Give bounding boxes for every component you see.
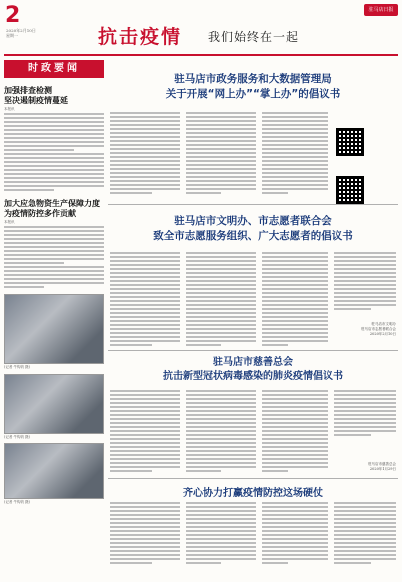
article-4-col-2 xyxy=(186,502,256,566)
article-1-col-2 xyxy=(186,112,256,196)
photo-2 xyxy=(4,374,104,434)
article-2-title-line1: 驻马店市文明办、市志愿者联合会 xyxy=(174,215,332,227)
article-3-title-line1: 驻马店市慈善总会 xyxy=(213,357,293,368)
left-column xyxy=(4,60,104,578)
section-subtitle: 我们始终在一起 xyxy=(208,30,300,44)
article-2-signature-line2: 驻马店市志愿者联合会 xyxy=(361,327,396,331)
article-2-signature-date: 2020年2月10日 xyxy=(369,332,396,336)
article-3-col-2 xyxy=(186,390,256,474)
article-4-title: 齐心协力打赢疫情防控这场硬仗 xyxy=(183,488,323,499)
page-date: 2020年2月10日 xyxy=(6,28,36,33)
left-article-2-title-line2: 为疫情防控多作贡献 xyxy=(4,209,76,218)
article-3-col-1 xyxy=(110,390,180,474)
left-article-2 xyxy=(4,199,104,288)
article-2-col-3 xyxy=(262,252,328,348)
left-article-1-body xyxy=(4,113,104,191)
left-article-1-byline: 本报讯 xyxy=(4,107,15,111)
left-article-1-title-line1: 加强排查检测 xyxy=(4,86,52,95)
article-2-col-1 xyxy=(110,252,180,348)
photo-3 xyxy=(4,443,104,499)
article-2-signature xyxy=(330,322,396,337)
divider-3 xyxy=(108,478,398,479)
article-3-signature-date: 2020年1月29日 xyxy=(369,467,396,471)
left-article-2-body xyxy=(4,226,104,288)
article-4-col-4 xyxy=(334,502,396,566)
article-2-title xyxy=(108,214,398,244)
left-article-2-title-line1: 加大应急物资生产保障力度 xyxy=(4,199,100,208)
page-header xyxy=(0,0,402,56)
article-4-col-3 xyxy=(262,502,328,566)
header-rule xyxy=(4,54,398,56)
article-1-title-line2: 关于开展“网上办”“掌上办”的倡议书 xyxy=(165,88,341,100)
article-3-signature xyxy=(330,462,396,472)
qr-code-1 xyxy=(336,128,364,156)
news-banner: 时政要闻 xyxy=(4,60,104,78)
page-number: 2 xyxy=(5,3,21,28)
article-3-col-3 xyxy=(262,390,328,474)
article-1-col-1 xyxy=(110,112,180,196)
article-2-signature-line1: 驻马店市文明办 xyxy=(371,322,396,326)
article-2-col-4 xyxy=(334,252,396,312)
left-article-1 xyxy=(4,86,104,191)
divider-2 xyxy=(108,350,398,351)
article-3-signature-line1: 驻马店市慈善总会 xyxy=(368,462,396,466)
article-4-col-1 xyxy=(110,502,180,566)
article-2-title-line2: 致全市志愿服务组织、广大志愿者的倡议书 xyxy=(153,230,353,242)
photo-1 xyxy=(4,294,104,364)
photo-3-caption: (记者 牛钩钧 摄) xyxy=(4,500,30,504)
article-2-col-2 xyxy=(186,252,256,348)
left-article-2-byline: 本报讯 xyxy=(4,220,15,224)
article-3-title xyxy=(108,356,398,384)
page-meta xyxy=(6,28,36,38)
newspaper-logo: 驻马店日报 xyxy=(364,4,398,16)
article-1-col-3 xyxy=(262,112,328,196)
article-3-col-4 xyxy=(334,390,396,438)
photo-2-caption: (记者 牛钩钧 摄) xyxy=(4,434,30,439)
page-weekday: 星期一 xyxy=(6,33,18,38)
article-1-title-line1: 驻马店市政务服务和大数据管理局 xyxy=(174,73,332,85)
article-1-title xyxy=(108,72,398,102)
photo-1-caption: (记者 牛钩钧 摄) xyxy=(4,365,30,369)
qr-code-2 xyxy=(336,176,364,204)
section-title: 抗击疫情 xyxy=(98,26,183,48)
left-article-1-title-line2: 坚决遏制疫情蔓延 xyxy=(4,96,68,105)
article-3-title-line2: 抗击新型冠状病毒感染的肺炎疫情倡议书 xyxy=(163,371,343,382)
divider-1 xyxy=(108,204,398,205)
